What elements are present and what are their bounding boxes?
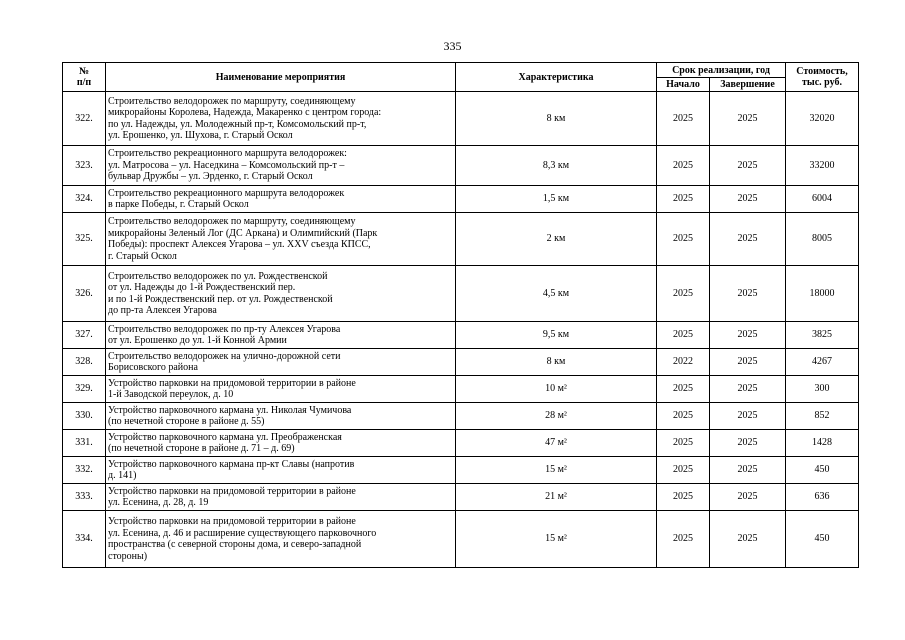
row-name: Устройство парковки на придомовой территории в районе ул. Есенина, д. 46 и расширение существующего парковочного пространства (с северной стороны дома, и северо-западной стороны)	[106, 511, 456, 568]
row-number: 332.	[63, 457, 106, 484]
row-end-year: 2025	[710, 146, 786, 186]
row-cost: 450	[786, 511, 859, 568]
row-end-year: 2025	[710, 266, 786, 322]
row-number: 333.	[63, 484, 106, 511]
row-cost: 33200	[786, 146, 859, 186]
header-num: № п/п	[63, 63, 106, 92]
row-end-year: 2025	[710, 213, 786, 266]
row-start-year: 2025	[657, 457, 710, 484]
row-number: 331.	[63, 430, 106, 457]
row-characteristic: 1,5 км	[456, 186, 657, 213]
row-end-year: 2025	[710, 457, 786, 484]
row-end-year: 2025	[710, 92, 786, 146]
header-characteristic: Характеристика	[456, 63, 657, 92]
row-characteristic: 9,5 км	[456, 322, 657, 349]
table-row	[63, 92, 859, 146]
table-row	[63, 322, 859, 349]
row-number: 324.	[63, 186, 106, 213]
row-start-year: 2025	[657, 146, 710, 186]
row-characteristic: 8,3 км	[456, 146, 657, 186]
row-number: 329.	[63, 376, 106, 403]
row-characteristic: 15 м²	[456, 511, 657, 568]
table-header	[63, 63, 859, 92]
row-name: Строительство велодорожек по маршруту, соединяющему микрорайоны Королева, Надежда, Макаренко с центром города: по ул. Надежды, ул. Молодежный пр-т, Комсомольский пр-т, ул. Ерошенко, ул. Шухова, г. Старый Оскол	[106, 92, 456, 146]
row-number: 334.	[63, 511, 106, 568]
table-row	[63, 511, 859, 568]
row-cost: 636	[786, 484, 859, 511]
row-start-year: 2022	[657, 349, 710, 376]
row-number: 322.	[63, 92, 106, 146]
page-number: 335	[443, 39, 462, 53]
row-start-year: 2025	[657, 92, 710, 146]
row-cost: 18000	[786, 266, 859, 322]
table-row	[63, 213, 859, 266]
row-end-year: 2025	[710, 322, 786, 349]
row-end-year: 2025	[710, 349, 786, 376]
row-start-year: 2025	[657, 376, 710, 403]
row-number: 330.	[63, 403, 106, 430]
row-start-year: 2025	[657, 213, 710, 266]
row-cost: 4267	[786, 349, 859, 376]
table-row	[63, 186, 859, 213]
table-row	[63, 403, 859, 430]
row-cost: 6004	[786, 186, 859, 213]
row-characteristic: 10 м²	[456, 376, 657, 403]
row-cost: 450	[786, 457, 859, 484]
row-name: Устройство парковки на придомовой территории в районе 1-й Заводской переулок, д. 10	[106, 376, 456, 403]
table-row	[63, 430, 859, 457]
row-characteristic: 2 км	[456, 213, 657, 266]
row-end-year: 2025	[710, 511, 786, 568]
row-name: Строительство велодорожек по пр-ту Алексея Угарова от ул. Ерошенко до ул. 1-й Конной Армии	[106, 322, 456, 349]
row-start-year: 2025	[657, 403, 710, 430]
row-end-year: 2025	[710, 430, 786, 457]
table-row	[63, 484, 859, 511]
row-start-year: 2025	[657, 266, 710, 322]
header-end: Завершение	[710, 78, 786, 92]
row-characteristic: 47 м²	[456, 430, 657, 457]
row-name: Строительство рекреационного маршрута велодорожек в парке Победы, г. Старый Оскол	[106, 186, 456, 213]
table-row	[63, 457, 859, 484]
row-characteristic: 4,5 км	[456, 266, 657, 322]
header-name: Наименование мероприятия	[106, 63, 456, 92]
row-cost: 1428	[786, 430, 859, 457]
row-name: Устройство парковки на придомовой территории в районе ул. Есенина, д. 28, д. 19	[106, 484, 456, 511]
table-row	[63, 146, 859, 186]
row-name: Устройство парковочного кармана пр-кт Славы (напротив д. 141)	[106, 457, 456, 484]
row-end-year: 2025	[710, 484, 786, 511]
row-start-year: 2025	[657, 484, 710, 511]
header-start: Начало	[657, 78, 710, 92]
row-characteristic: 15 м²	[456, 457, 657, 484]
row-name: Строительство велодорожек по ул. Рождественской от ул. Надежды до 1-й Рождественский пер. и по 1-й Рождественский пер. от ул. Рождественской до пр-та Алексея Угарова	[106, 266, 456, 322]
row-start-year: 2025	[657, 186, 710, 213]
events-table	[62, 62, 859, 568]
row-name: Устройство парковочного кармана ул. Николая Чумичова (по нечетной стороне в районе д. 55)	[106, 403, 456, 430]
table-row	[63, 266, 859, 322]
row-number: 328.	[63, 349, 106, 376]
row-start-year: 2025	[657, 511, 710, 568]
row-end-year: 2025	[710, 403, 786, 430]
table-row	[63, 376, 859, 403]
row-characteristic: 28 м²	[456, 403, 657, 430]
row-cost: 852	[786, 403, 859, 430]
row-characteristic: 21 м²	[456, 484, 657, 511]
row-cost: 3825	[786, 322, 859, 349]
row-cost: 300	[786, 376, 859, 403]
row-end-year: 2025	[710, 186, 786, 213]
row-number: 325.	[63, 213, 106, 266]
row-cost: 8005	[786, 213, 859, 266]
row-end-year: 2025	[710, 376, 786, 403]
table-body	[63, 92, 859, 568]
row-name: Строительство велодорожек на улично-дорожной сети Борисовского района	[106, 349, 456, 376]
table-row	[63, 349, 859, 376]
row-start-year: 2025	[657, 322, 710, 349]
header-period: Срок реализации, год	[657, 63, 786, 78]
row-name: Строительство рекреационного маршрута велодорожек: ул. Матросова – ул. Наседкина – Комсомольский пр-т – бульвар Дружбы – ул. Эрденко, г. Старый Оскол	[106, 146, 456, 186]
row-number: 326.	[63, 266, 106, 322]
row-name: Строительство велодорожек по маршруту, соединяющему микрорайоны Зеленый Лог (ДС Аркана) и Олимпийский (Парк Победы): проспект Алексея Угарова – ул. XXV съезда КПСС, г. Старый Оскол	[106, 213, 456, 266]
row-number: 327.	[63, 322, 106, 349]
row-name: Устройство парковочного кармана ул. Преображенская (по нечетной стороне в районе д. 71 – д. 69)	[106, 430, 456, 457]
row-number: 323.	[63, 146, 106, 186]
header-cost: Стоимость, тыс. руб.	[786, 63, 859, 92]
row-characteristic: 8 км	[456, 92, 657, 146]
row-start-year: 2025	[657, 430, 710, 457]
row-characteristic: 8 км	[456, 349, 657, 376]
row-cost: 32020	[786, 92, 859, 146]
